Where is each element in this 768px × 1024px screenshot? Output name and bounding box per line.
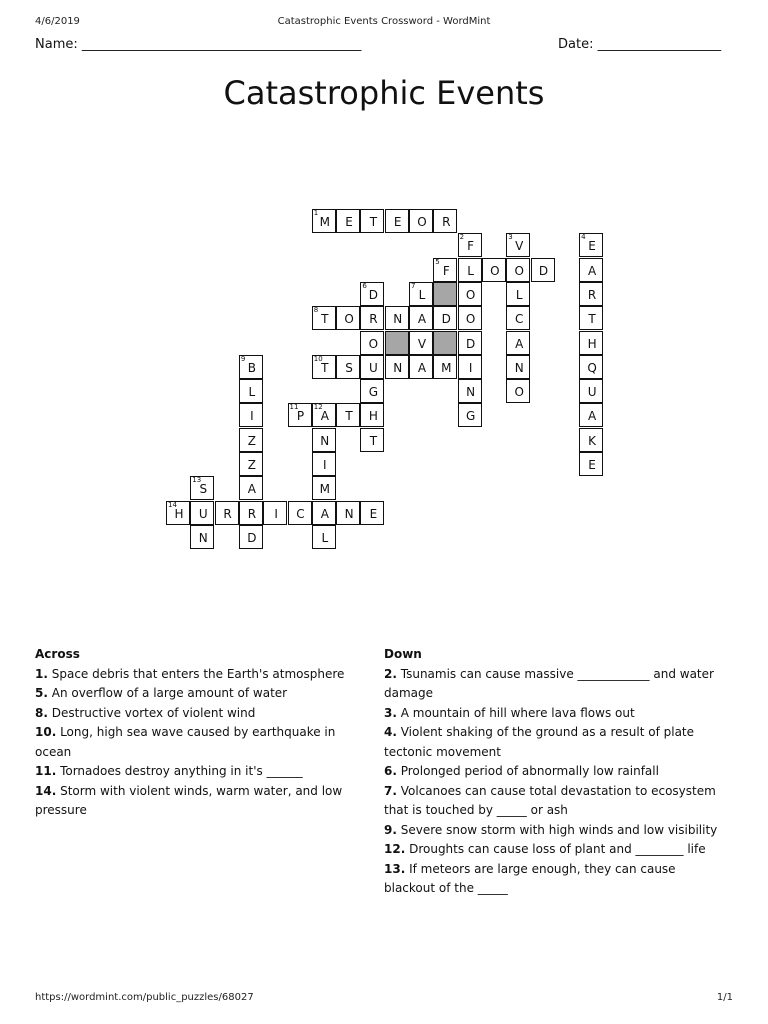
cell-letter: H	[587, 336, 597, 351]
grid-cell	[579, 428, 603, 452]
cell-letter: A	[587, 263, 597, 278]
clue-text: Tsunamis can cause massive ____________ and water damage	[384, 666, 714, 700]
cell-letter: A	[515, 336, 524, 351]
cell-letter: E	[345, 215, 353, 229]
cell-letter: D	[441, 312, 451, 327]
cell-letter: R	[587, 287, 597, 302]
cell-letter: K	[588, 433, 597, 448]
grid-cell	[360, 428, 384, 452]
clue-number: 7.	[384, 783, 397, 798]
grid-cell	[360, 355, 384, 379]
grid-cell	[336, 306, 360, 330]
clue-item	[35, 723, 370, 762]
cell-letter: S	[345, 360, 353, 375]
cell-letter: Q	[587, 360, 597, 375]
cell-letter: D	[538, 263, 549, 278]
cell-letter: U	[587, 385, 597, 400]
cell-letter: R	[442, 215, 451, 229]
grid-cell	[239, 452, 263, 476]
grid-cell	[239, 525, 263, 549]
footer-url: https://wordmint.com/public_puzzles/68027	[35, 992, 254, 1003]
cell-letter: M	[319, 215, 330, 229]
clue-item	[35, 704, 370, 724]
cell-letter: R	[247, 506, 257, 521]
across-clues	[35, 645, 370, 821]
cell-letter: N	[198, 530, 208, 545]
grid-cell	[433, 331, 457, 355]
cell-number: 11	[289, 403, 299, 412]
cell-letter: D	[247, 530, 257, 545]
grid-cell	[312, 403, 336, 427]
clue-number: 4.	[384, 725, 397, 739]
cell-letter: E	[588, 458, 596, 472]
grid-cell	[336, 209, 360, 233]
grid-cell	[239, 476, 263, 500]
grid-cell	[409, 331, 433, 355]
cell-letter: A	[320, 506, 329, 521]
grid-cell	[482, 258, 506, 282]
grid-cell	[506, 306, 530, 330]
cell-letter: N	[393, 312, 403, 327]
cell-number: 9	[240, 354, 246, 363]
cell-letter: L	[515, 287, 523, 302]
cell-letter: E	[393, 215, 402, 229]
cell-number: 2	[459, 233, 465, 242]
name-field: Name: ___________________________________________	[35, 37, 362, 52]
cell-letter: M	[319, 482, 330, 497]
footer-page: 1/1	[716, 992, 733, 1003]
grid-cell	[360, 282, 384, 306]
clue-text: Volcanoes can cause total devastation to ecosystem that is touched by _____ or ash	[384, 783, 716, 817]
grid-cell	[458, 403, 482, 427]
cell-letter: T	[321, 360, 329, 375]
grid-cell	[409, 209, 433, 233]
grid-cell	[239, 428, 263, 452]
grid-cell	[360, 209, 384, 233]
grid-cell	[312, 525, 336, 549]
clue-number: 8.	[35, 705, 48, 720]
grid-cell	[579, 452, 603, 476]
clue-number: 5.	[35, 686, 48, 700]
grid-cell	[190, 476, 214, 500]
cell-letter: M	[441, 360, 452, 375]
grid-cell	[215, 501, 239, 525]
grid-cell	[312, 306, 336, 330]
cell-number: 6	[362, 281, 367, 290]
grid-cell	[579, 258, 603, 282]
cell-letter: N	[466, 385, 476, 400]
grid-cell	[579, 355, 603, 379]
clue-number: 13.	[384, 861, 406, 876]
cell-letter: H	[174, 506, 184, 521]
cell-letter: N	[393, 360, 403, 375]
cell-number: 13	[192, 476, 202, 485]
grid-cell	[409, 306, 433, 330]
print-date: 4/6/2019	[35, 16, 80, 27]
grid-cell	[506, 258, 530, 282]
clue-text: Space debris that enters the Earth's atmosphere	[47, 666, 345, 681]
clue-item	[384, 723, 729, 762]
grid-cell	[433, 282, 457, 306]
cell-letter: I	[250, 409, 254, 424]
cell-letter: D	[465, 336, 476, 351]
grid-cell	[506, 233, 530, 257]
grid-cell	[458, 233, 482, 257]
cell-number: 1	[313, 209, 319, 217]
grid-cell	[579, 306, 603, 330]
grid-cell	[312, 452, 336, 476]
grid-cell	[433, 306, 457, 330]
grid-cell	[190, 525, 214, 549]
cell-letter: U	[198, 506, 208, 521]
cell-number: 4	[581, 233, 586, 242]
cell-letter: H	[368, 409, 378, 424]
cell-number: 12	[313, 403, 323, 412]
cell-letter: O	[368, 336, 379, 351]
puzzle-title: Catastrophic Events	[223, 74, 545, 112]
down-heading: Down	[384, 647, 422, 661]
grid-cell	[385, 331, 409, 355]
cell-letter: G	[465, 409, 476, 424]
grid-cell	[336, 355, 360, 379]
clue-item	[35, 762, 370, 782]
grid-cell	[288, 501, 312, 525]
cell-letter: N	[344, 506, 354, 521]
cell-letter: T	[369, 433, 378, 448]
clue-number: 11.	[35, 764, 57, 778]
clue-text: Droughts can cause loss of plant and ________ life	[405, 842, 706, 856]
cell-letter: V	[515, 239, 524, 254]
cell-letter: L	[467, 263, 474, 278]
grid-cell	[385, 355, 409, 379]
grid-cell	[506, 379, 530, 403]
cell-letter: U	[368, 360, 378, 375]
cell-letter: O	[465, 287, 476, 302]
cell-letter: D	[368, 287, 379, 302]
cell-letter: L	[321, 530, 329, 545]
grid-cell	[458, 282, 482, 306]
clue-text: Prolonged period of abnormally low rainfall	[396, 764, 659, 778]
cell-letter: O	[514, 385, 524, 400]
cell-letter: E	[588, 239, 596, 254]
cell-number: 10	[313, 354, 323, 363]
cell-letter: Z	[247, 458, 256, 472]
clue-text: Tornadoes destroy anything in it's ______	[56, 764, 303, 778]
grid-cell	[531, 258, 555, 282]
cell-letter: O	[465, 312, 476, 327]
clue-number: 6.	[384, 764, 397, 778]
grid-cell	[312, 476, 336, 500]
clue-item	[384, 860, 729, 899]
cell-letter: A	[587, 409, 597, 424]
cell-letter: E	[369, 506, 378, 521]
across-heading: Across	[35, 647, 80, 661]
clue-item	[35, 684, 370, 704]
cell-letter: O	[490, 263, 500, 278]
cell-letter: F	[467, 239, 475, 254]
cell-letter: A	[417, 312, 427, 327]
grid-cell	[336, 403, 360, 427]
grid-cell	[312, 209, 336, 233]
cell-letter: L	[418, 287, 426, 302]
grid-cell	[433, 355, 457, 379]
grid-cell	[579, 403, 603, 427]
cell-letter: R	[223, 506, 232, 521]
clue-item	[384, 704, 729, 724]
clue-item	[384, 762, 729, 782]
clue-item	[384, 821, 729, 841]
clue-text: Destructive vortex of violent wind	[47, 705, 256, 720]
grid-cell	[579, 379, 603, 403]
grid-cell	[458, 355, 482, 379]
grid-cell	[288, 403, 312, 427]
cell-letter: A	[247, 482, 256, 497]
cell-number: 3	[508, 233, 513, 242]
cell-number: 8	[313, 306, 319, 315]
grid-cell	[579, 331, 603, 355]
grid-cell	[385, 209, 409, 233]
clue-text: Severe snow storm with high winds and low visibility	[396, 822, 718, 837]
cell-number: 14	[168, 500, 177, 509]
down-clues	[384, 645, 729, 899]
cell-letter: F	[442, 263, 450, 278]
grid-cell	[263, 501, 287, 525]
cell-letter: P	[296, 409, 305, 424]
grid-cell	[409, 355, 433, 379]
cell-letter: I	[274, 506, 278, 521]
cell-letter: I	[468, 360, 473, 375]
clue-item	[35, 782, 370, 821]
grid-cell	[360, 379, 384, 403]
date-field: Date: ___________________	[558, 37, 722, 52]
clue-text: Long, high sea wave caused by earthquake in ocean	[35, 725, 336, 759]
clue-number: 9.	[384, 822, 397, 837]
clue-item	[384, 782, 729, 821]
grid-cell	[166, 501, 190, 525]
cell-letter: O	[417, 215, 427, 229]
clue-item	[384, 840, 729, 860]
clue-text: If meteors are large enough, they can cause blackout of the _____	[384, 861, 676, 895]
grid-cell	[433, 209, 457, 233]
grid-cell	[458, 306, 482, 330]
print-page-title: Catastrophic Events Crossword - WordMint	[277, 16, 491, 27]
grid-cell	[239, 501, 263, 525]
clue-text: Violent shaking of the ground as a result of plate tectonic movement	[384, 725, 695, 759]
grid-cell	[579, 282, 603, 306]
grid-cell	[458, 258, 482, 282]
cell-letter: V	[417, 336, 427, 351]
grid-cell	[336, 501, 360, 525]
clue-number: 10.	[35, 725, 57, 739]
clue-number: 1.	[35, 666, 48, 681]
grid-cell	[312, 428, 336, 452]
cell-letter: C	[514, 312, 524, 327]
grid-cell	[458, 331, 482, 355]
cell-letter: O	[344, 312, 354, 327]
grid-cell	[312, 501, 336, 525]
grid-cell	[409, 282, 433, 306]
cell-letter: T	[321, 312, 329, 327]
grid-cell	[433, 258, 457, 282]
cell-letter: G	[368, 385, 379, 400]
clue-item	[384, 665, 729, 704]
grid-cell	[360, 403, 384, 427]
clue-number: 12.	[384, 842, 406, 856]
grid-cell	[239, 355, 263, 379]
grid-cell	[360, 501, 384, 525]
clue-item	[35, 665, 370, 685]
grid-cell	[579, 233, 603, 257]
cell-letter: R	[369, 312, 378, 327]
cell-number: 5	[435, 257, 440, 266]
cell-letter: I	[323, 458, 327, 472]
cell-letter: A	[320, 409, 329, 424]
grid-cell	[506, 355, 530, 379]
cell-letter: Z	[247, 433, 256, 448]
clue-number: 2.	[384, 666, 397, 681]
cell-letter: O	[514, 263, 524, 278]
grid-cell	[312, 355, 336, 379]
cell-letter: N	[514, 360, 524, 375]
grid-cell	[190, 501, 214, 525]
grid-cell	[360, 331, 384, 355]
grid-cell	[385, 306, 409, 330]
clue-text: Storm with violent winds, warm water, and low pressure	[35, 783, 343, 817]
clue-text: A mountain of hill where lava flows out	[396, 705, 635, 720]
grid-cell	[458, 379, 482, 403]
clue-text: An overflow of a large amount of water	[47, 686, 288, 700]
grid-cell	[239, 403, 263, 427]
grid-cell	[506, 331, 530, 355]
clue-number: 14.	[35, 783, 57, 798]
grid-cell	[360, 306, 384, 330]
grid-cell	[239, 379, 263, 403]
cell-number: 7	[411, 281, 416, 290]
cell-letter: T	[345, 409, 353, 424]
grid-cell	[506, 282, 530, 306]
cell-letter: N	[320, 433, 330, 448]
cell-letter: T	[369, 215, 378, 229]
cell-letter: T	[588, 312, 596, 327]
cell-letter: S	[199, 482, 208, 497]
cell-letter: A	[417, 360, 427, 375]
cell-letter: C	[296, 506, 305, 521]
cell-letter: B	[247, 360, 256, 375]
cell-letter: L	[248, 385, 256, 400]
clue-number: 3.	[384, 705, 397, 720]
